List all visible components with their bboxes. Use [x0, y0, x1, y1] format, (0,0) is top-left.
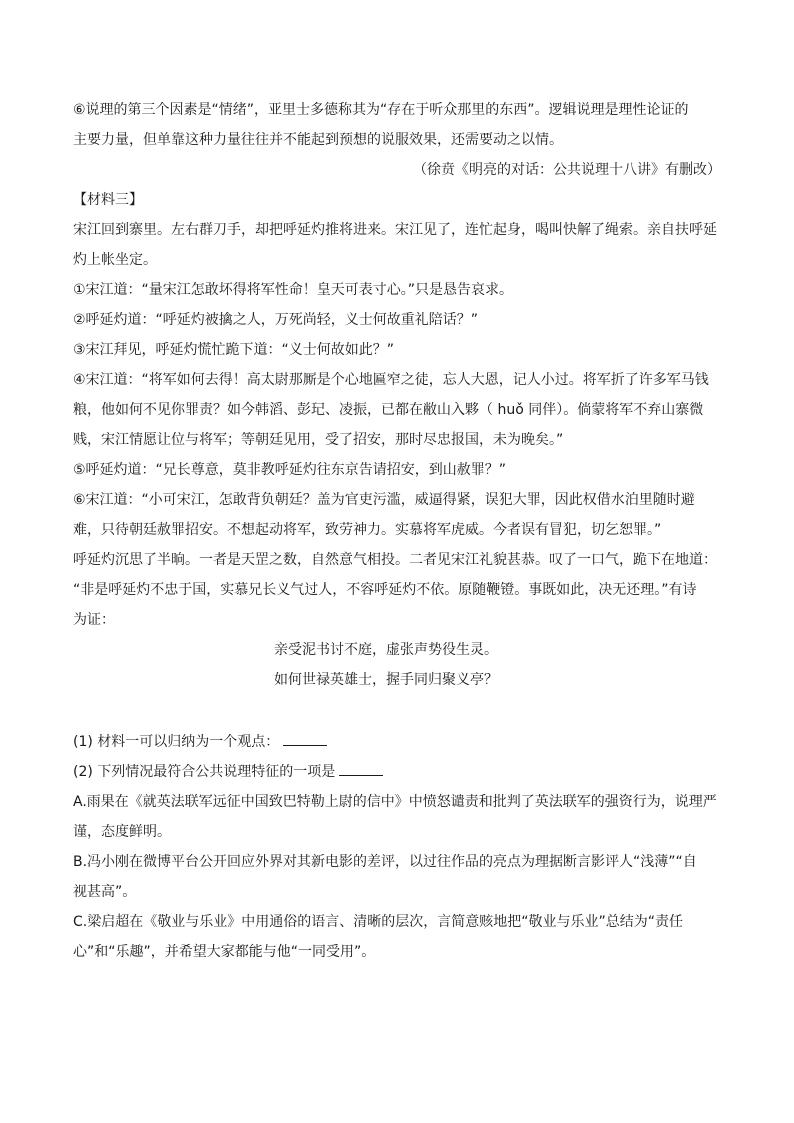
option-b-line: 视甚高”。	[73, 884, 137, 900]
option-a-line: A.雨果在《就英法联军远征中国致巴特勒上尉的信中》中愤怒谴责和批判了英法联军的强资行为，说理严	[73, 794, 717, 810]
answer-blank[interactable]	[283, 729, 327, 746]
poem-line: 如何世禄英雄士，握手同归聚义亭？	[274, 672, 498, 688]
story-line: 粮，他如何不见你罪责？如今韩滔、彭玘、凌振，已都在敝山入夥（ huǒ 同伴）。倘蒙将军不弃山寨微	[73, 402, 704, 418]
story-line: ④宋江道：“将军如何去得！高太尉那厮是个心地匾窄之徒，忘人大恩，记人小过。将军折了许多军马钱	[73, 372, 709, 388]
option-c-line: C.梁启超在《敬业与乐业》中用通俗的语言、清晰的层次，言简意赅地把“敬业与乐业”总结为“责任	[73, 914, 683, 930]
story-line: 呼延灼沉思了半晌。一者是天罡之数，自然意气相投。二者见宋江礼貌甚恭。叹了一口气，跪下在地道：	[73, 552, 717, 568]
story-line: 贱，宋江情愿让位与将军；等朝廷见用，受了招安，那时尽忠报国，未为晚矣。”	[73, 432, 564, 448]
story-line: 为证：	[73, 612, 115, 628]
story-line: ①宋江道：“量宋江怎敢坏得将军性命！皇天可表寸心。”只是恳告哀求。	[73, 282, 514, 298]
story-line: ③宋江拜见，呼延灼慌忙跪下道：“义士何故如此？”	[73, 342, 395, 358]
story-line: 灼上帐坐定。	[73, 252, 157, 268]
option-a-line: 谨，态度鲜明。	[73, 824, 171, 840]
document-content	[73, 95, 721, 967]
story-line: “非是呼延灼不忠于国，实慕兄长义气过人，不容呼延灼不依。原随鞭镫。事既如此，决无还理。”有诗	[73, 582, 697, 598]
answer-blank[interactable]	[339, 759, 383, 776]
option-c-line: 心”和“乐趣”，并希望大家都能与他“一同受用”。	[73, 944, 376, 960]
story-line: ⑤呼延灼道：“兄长尊意，莫非教呼延灼往东京告请招安，到山赦罪？”	[73, 462, 507, 478]
question-1	[73, 727, 721, 757]
material-heading: 【材料三】	[73, 192, 143, 208]
question-1-text: (1) 材料一可以归纳为一个观点：	[73, 734, 280, 750]
spacer	[73, 695, 721, 727]
question-2-text: (2) 下列情况最符合公共说理特征的一项是	[73, 764, 336, 780]
question-2	[73, 757, 721, 787]
story-line: ⑥宋江道：“小可宋江，怎敢背负朝廷？盖为官吏污滥，威逼得紧，误犯大罪，因此权借水泊里随时避	[73, 492, 695, 508]
paragraph-line: 主要力量，但单靠这种力量往往并不能起到预想的说服效果，还需要动之以情。	[73, 132, 563, 148]
story-line: ②呼延灼道：“呼延灼被擒之人，万死尚轻，义士何故重礼陪话？”	[73, 312, 479, 328]
paragraph-line: ⑥说理的第三个因素是“情绪”，亚里士多德称其为“存在于听众那里的东西”。逻辑说理是理性论证的	[73, 102, 689, 118]
story-line: 难，只待朝廷赦罪招安。不想起动将军，致劳神力。实慕将军虎威。今者误有冒犯，切乞恕罪。”	[73, 522, 662, 538]
story-line: 宋江回到寨里。左右群刀手，却把呼延灼推将进来。宋江见了，连忙起身，喝叫快解了绳索。亲自扶呼延	[73, 222, 717, 238]
option-b-line: B.冯小刚在微博平台公开回应外界对其新电影的差评，以过往作品的亮点为理据断言影评人“浅薄”“自	[73, 854, 697, 870]
poem-line: 亲受泥书讨不庭，虚张声势役生灵。	[274, 642, 498, 658]
source-citation: （徐贲《明亮的对话：公共说理十八讲》有删改）	[413, 162, 721, 178]
